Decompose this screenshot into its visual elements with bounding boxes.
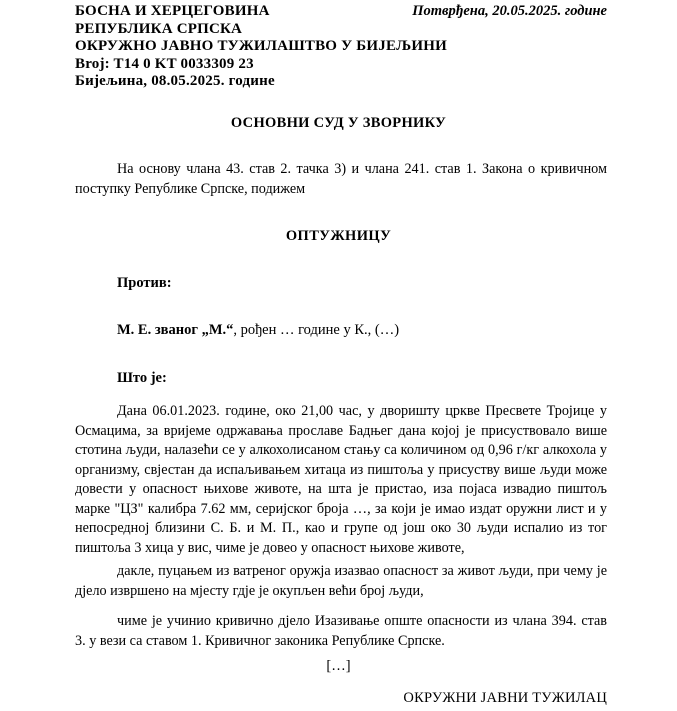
omission-mark: […] <box>326 658 351 674</box>
accused-details: , рођен … године у К., (…) <box>233 322 400 338</box>
court-name: ОСНОВНИ СУД У ЗВОРНИКУ <box>230 115 447 131</box>
intro-text: На основу члана 43. став 2. тачка 3) и члана 241. став 1. Закона о кривичном поступку Републике Српске, подижем <box>75 161 607 197</box>
issuer-header <box>75 3 447 91</box>
confirmation-note: Потврђена, 20.05.2025. године <box>412 3 607 19</box>
offense-paragraph <box>75 612 607 651</box>
against-label: Против: <box>117 275 172 291</box>
accused-line <box>117 322 399 339</box>
case-number: Broj: T14 0 KT 0033309 23 <box>75 55 254 72</box>
consequence-paragraph <box>75 562 607 601</box>
because-label: Што је: <box>117 370 167 386</box>
prosecutor-signature: ОКРУЖНИ ЈАВНИ ТУЖИЛАЦ <box>403 690 607 706</box>
header-entity: РЕПУБЛИКА СРПСКА <box>75 20 243 37</box>
document-title: ОПТУЖНИЦУ <box>285 228 392 244</box>
intro-paragraph <box>75 160 607 199</box>
facts-text: Дана 06.01.2023. године, око 21,00 час, у дворишту цркве Пресвете Тројице у Осмацима, за вријеме одржавања прославе Бадњег дана којој је присуствовало више стотина људи, налазећи се у алкохолисаном стању са количином од 0,96 г/кг алкохола у организму, свјестан да испаљивањем хитаца из пиштоља у присуству више људи може довести у опасност њихове животе, на шта је пристао, иза појаса извадио пиштољ марке "ЦЗ" калибра 7.62 мм, серијског броја …, за који је имао издат оружни лист и у непосредној близини С. Б. и М. П., као и групе од још око 30 људи испалио из тог пиштоља 3 хица у вис, чиме је довео у опасност њихове животе, <box>75 403 607 556</box>
header-country: БОСНА И ХЕРЦЕГОВИНА <box>75 3 270 19</box>
header-office: ОКРУЖНО ЈАВНО ТУЖИЛАШТВО У БИЈЕЉИНИ <box>75 38 447 54</box>
place-date: Бијељина, 08.05.2025. године <box>75 73 275 89</box>
facts-paragraph <box>75 402 607 558</box>
accused-name: М. Е. званог „М.“ <box>117 322 234 338</box>
consequence-text: дакле, пуцањем из ватреног оружја изазвао опасност за живот људи, при чему је дјело извршено на мјесту гдје је окупљен већи број људи, <box>75 563 607 599</box>
offense-text: чиме је учинио кривично дјело Изазивање опште опасности из члана 394. став 3. у вези са ставом 1. Кривичног законика Републике Српске. <box>75 613 607 649</box>
